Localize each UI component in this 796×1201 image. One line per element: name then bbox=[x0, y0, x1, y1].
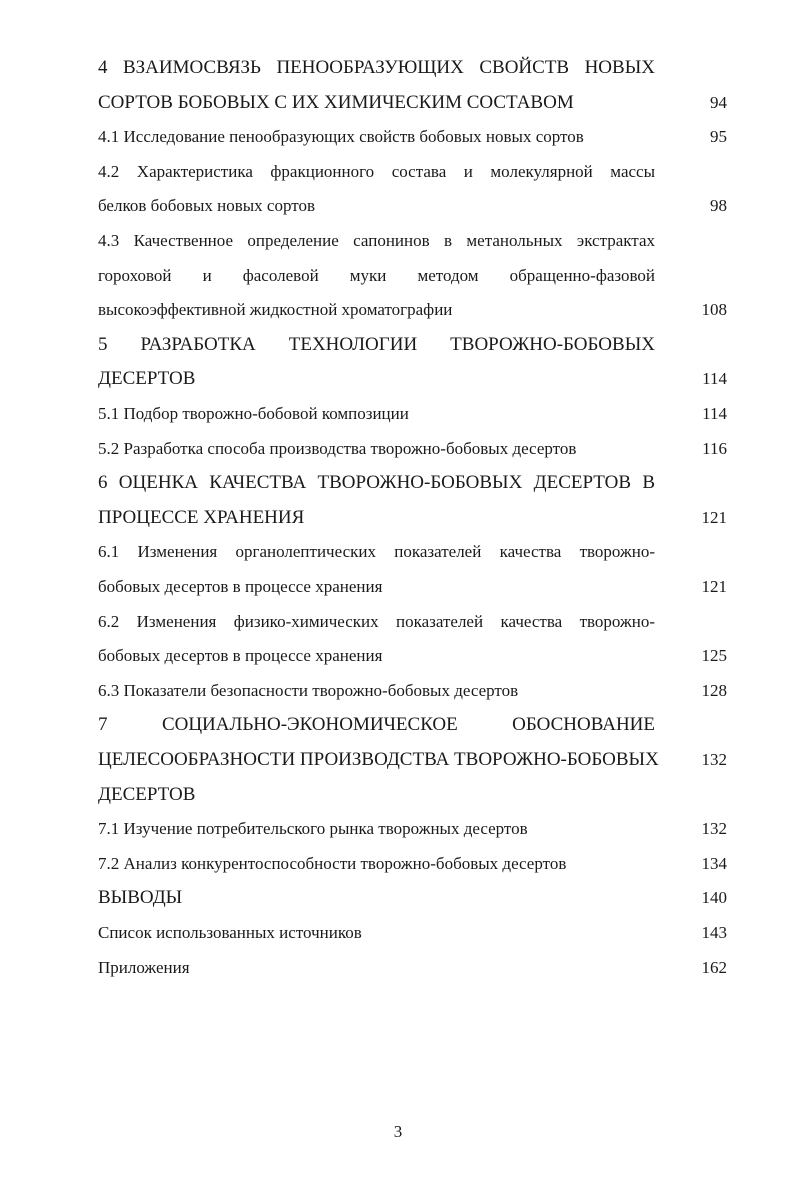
page-number: 3 bbox=[393, 1122, 403, 1141]
toc-entry-9-line-2: бобовых десертов в процессе хранения bbox=[98, 577, 383, 596]
toc-entry-7-line-1: 5.2 Разработка способа производства творожно-бобовых десертов bbox=[98, 439, 577, 458]
toc-entry-11-line-1: 6.3 Показатели безопасности творожно-бобовых десертов bbox=[98, 681, 519, 700]
toc-entry-5-line-1: 5 РАЗРАБОТКА ТЕХНОЛОГИИ ТВОРОЖНО-БОБОВЫХ bbox=[98, 334, 655, 355]
toc-entry-13-page: 132 bbox=[701, 819, 727, 838]
toc-entry-1-line-2: СОРТОВ БОБОВЫХ С ИХ ХИМИЧЕСКИМ СОСТАВОМ bbox=[98, 92, 574, 113]
toc-entry-2-page: 95 bbox=[710, 127, 727, 146]
toc-entry-4-page: 108 bbox=[701, 300, 727, 319]
toc-entry-8-page: 121 bbox=[701, 508, 727, 527]
toc-entry-14-page: 134 bbox=[701, 854, 727, 873]
toc-entry-4-line-2: гороховой и фасолевой муки методом обращенно-фазовой bbox=[98, 266, 655, 285]
toc-entry-5-page: 114 bbox=[702, 369, 727, 388]
toc-entry-6-page: 114 bbox=[702, 404, 727, 423]
toc-entry-17-line-1: Приложения bbox=[98, 958, 190, 977]
toc-entry-12-line-3: ДЕСЕРТОВ bbox=[98, 784, 196, 805]
toc-entry-8-line-2: ПРОЦЕССЕ ХРАНЕНИЯ bbox=[98, 507, 305, 528]
toc-entry-3-page: 98 bbox=[710, 196, 727, 215]
toc-entry-15-line-1: ВЫВОДЫ bbox=[98, 887, 183, 908]
toc-entry-1-page: 94 bbox=[710, 93, 727, 112]
toc-entry-1-line-1: 4 ВЗАИМОСВЯЗЬ ПЕНООБРАЗУЮЩИХ СВОЙСТВ НОВЫХ bbox=[98, 57, 655, 78]
toc-entry-12-page: 132 bbox=[701, 750, 727, 769]
toc-entry-10-page: 125 bbox=[701, 646, 727, 665]
toc-entry-6-line-1: 5.1 Подбор творожно-бобовой композиции bbox=[98, 404, 409, 423]
toc-entry-17-page: 162 bbox=[701, 958, 727, 977]
toc-entry-8-line-1: 6 ОЦЕНКА КАЧЕСТВА ТВОРОЖНО-БОБОВЫХ ДЕСЕРТОВ В bbox=[98, 472, 655, 493]
toc-entry-10-line-1: 6.2 Изменения физико-химических показателей качества творожно- bbox=[98, 612, 655, 631]
toc-entry-14-line-1: 7.2 Анализ конкурентоспособности творожно-бобовых десертов bbox=[98, 854, 567, 873]
toc-entry-16-page: 143 bbox=[701, 923, 727, 942]
toc-entry-16-line-1: Список использованных источников bbox=[98, 923, 362, 942]
toc-entry-13-line-1: 7.1 Изучение потребительского рынка творожных десертов bbox=[98, 819, 528, 838]
toc-entry-2-line-1: 4.1 Исследование пенообразующих свойств бобовых новых сортов bbox=[98, 127, 584, 146]
toc-entry-3-line-1: 4.2 Характеристика фракционного состава и молекулярной массы bbox=[98, 162, 655, 181]
toc-entry-4-line-3: высокоэффективной жидкостной хроматографии bbox=[98, 300, 453, 319]
toc-entry-12-line-1: 7 СОЦИАЛЬНО-ЭКОНОМИЧЕСКОЕ ОБОСНОВАНИЕ bbox=[98, 714, 655, 735]
toc-entry-4-line-1: 4.3 Качественное определение сапонинов в метанольных экстрактах bbox=[98, 231, 655, 250]
toc-entry-9-line-1: 6.1 Изменения органолептических показателей качества творожно- bbox=[98, 542, 655, 561]
toc-entry-7-page: 116 bbox=[702, 439, 727, 458]
toc-entry-15-page: 140 bbox=[701, 888, 727, 907]
toc-entry-11-page: 128 bbox=[701, 681, 727, 700]
toc-entry-10-line-2: бобовых десертов в процессе хранения bbox=[98, 646, 383, 665]
toc-entry-12-line-2: ЦЕЛЕСООБРАЗНОСТИ ПРОИЗВОДСТВА ТВОРОЖНО-БОБОВЫХ bbox=[98, 749, 659, 770]
toc-entry-5-line-2: ДЕСЕРТОВ bbox=[98, 368, 196, 389]
toc-entry-9-page: 121 bbox=[701, 577, 727, 596]
toc-entry-3-line-2: белков бобовых новых сортов bbox=[98, 196, 315, 215]
